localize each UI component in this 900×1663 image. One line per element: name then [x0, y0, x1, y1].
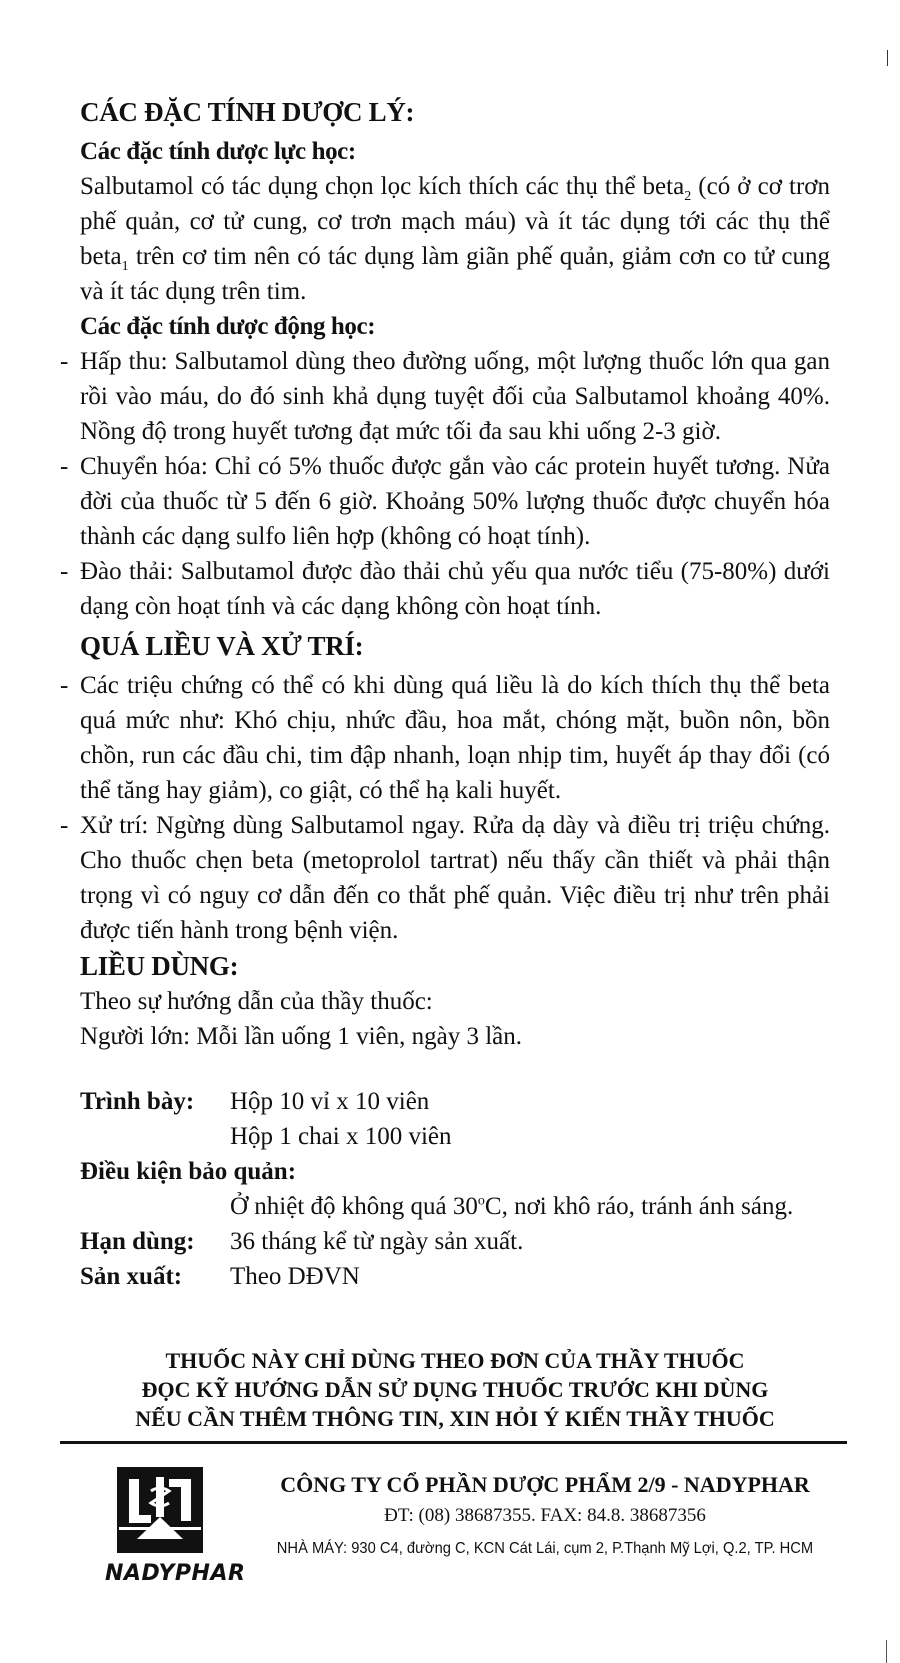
- company-contact: ĐT: (08) 38687355. FAX: 84.8. 38687356: [384, 1505, 706, 1526]
- pharmacokinetics-elimination: - Đào thải: Salbutamol được đào thải chủ yếu qua nước tiểu (75-80%) dưới dạng còn hoạt tính và các dạng không còn hoạt tính.: [80, 554, 830, 624]
- pharmacology-heading: CÁC ĐẶC TÍNH DƯỢC LÝ:: [80, 97, 415, 127]
- presentation-label: Trình bày:: [80, 1088, 195, 1115]
- company-logo: [105, 1465, 246, 1586]
- overdose-treatment: - Xử trí: Ngừng dùng Salbutamol ngay. Rửa dạ dày và điều trị triệu chứng. Cho thuốc chẹn beta (metoprolol tartrat) nếu thấy cần thiết và phải thận trọng vì có nguy cơ dẫn đến co thắt phế quản. Việc điều trị như trên phải được tiến hành trong bệnh viện.: [80, 808, 830, 948]
- company-name: CÔNG TY CỔ PHẦN DƯỢC PHẨM 2/9 - NADYPHAR: [280, 1472, 810, 1497]
- storage-value-post: C, nơi khô ráo, tránh ánh sáng.: [484, 1193, 794, 1220]
- warning-line-2: ĐỌC KỸ HƯỚNG DẪN SỬ DỤNG THUỐC TRƯỚC KHI DÙNG: [141, 1377, 769, 1402]
- storage-row: [80, 1154, 830, 1189]
- expiry-row: [80, 1224, 830, 1259]
- leaflet-content: [80, 90, 830, 1294]
- pharmacodynamics-text-3: trên cơ tim nên có tác dụng làm giãn phế quản, giảm cơn co tử cung và ít tác dụng trên tim.: [80, 243, 830, 305]
- expiry-label: Hạn dùng:: [80, 1228, 195, 1255]
- storage-value: [80, 1189, 830, 1224]
- presentation-row: [80, 1084, 830, 1119]
- dosage-heading: LIỀU DÙNG:: [80, 951, 239, 981]
- warning-line-1: THUỐC NÀY CHỈ DÙNG THEO ĐƠN CỦA THẦY THUỐC: [165, 1348, 745, 1373]
- pharmacodynamics-paragraph: [80, 169, 830, 309]
- standard-label: Sản xuất:: [80, 1263, 183, 1290]
- beta2-subscript: 2: [684, 189, 692, 204]
- pharmacokinetics-absorption: - Hấp thu: Salbutamol dùng theo đường uống, một lượng thuốc lớn qua gan rồi vào máu, do đó sinh khả dụng tuyệt đối của Salbutamol khoảng 40%. Nồng độ trong huyết tương đạt mức tối đa sau khi uống 2-3 giờ.: [80, 344, 830, 449]
- warning-block: [60, 1346, 850, 1433]
- pharmacokinetics-heading: Các đặc tính dược động học:: [80, 313, 376, 340]
- nadyphar-logo-icon: [115, 1465, 205, 1555]
- pharmacodynamics-text-1: Salbutamol có tác dụng chọn lọc kích thích các thụ thể beta: [80, 173, 685, 200]
- presentation-value-1: Hộp 10 vỉ x 10 viên: [230, 1088, 430, 1115]
- pharmacodynamics-text-2: (có ở cơ trơn phế quản, cơ tử cung, cơ trơn mạch máu) và ít tác dụng tới các thụ thể beta: [80, 173, 830, 270]
- storage-label: Điều kiện bảo quản:: [80, 1158, 297, 1185]
- dosage-line-2: Người lớn: Mỗi lần uống 1 viên, ngày 3 lần.: [80, 1023, 523, 1050]
- scan-margin-mark: [887, 50, 888, 66]
- scan-edge-mark: [886, 1640, 887, 1663]
- overdose-symptoms: - Các triệu chứng có thể có khi dùng quá liều là do kích thích thụ thể beta quá mức như: Khó chịu, nhức đầu, hoa mắt, chóng mặt, buồn nôn, bồn chồn, run các đầu chi, tim đập nhanh, loạn nhịp tim, huyết áp thay đổi (có thể tăng hay giảm), co giật, có thể hạ kali huyết.: [80, 668, 830, 808]
- company-address: NHÀ MÁY: 930 C4, đường C, KCN Cát Lái, cụm 2, P.Thạnh Mỹ Lợi, Q.2, TP. HCM: [276, 1540, 814, 1557]
- degree-superscript: o: [477, 1193, 485, 1209]
- pharmacokinetics-metabolism: - Chuyển hóa: Chỉ có 5% thuốc được gắn vào các protein huyết tương. Nửa đời của thuốc từ 5 đến 6 giờ. Khoảng 50% lượng thuốc được chuyển hóa thành các dạng sulfo liên hợp (không có hoạt tính).: [80, 449, 830, 554]
- spacer: [80, 1054, 830, 1084]
- storage-value-pre: Ở nhiệt độ không quá 30: [230, 1193, 478, 1220]
- warning-line-3: NẾU CẦN THÊM THÔNG TIN, XIN HỎI Ý KIẾN THẦY THUỐC: [135, 1406, 775, 1431]
- manufacturer-info: [240, 1470, 850, 1566]
- beta1-subscript: 1: [121, 259, 129, 274]
- standard-value: Theo DĐVN: [230, 1263, 360, 1290]
- logo-wordmark: NADYPHAR: [105, 1561, 246, 1586]
- dosage-line-1: Theo sự hướng dẫn của thầy thuốc:: [80, 988, 433, 1015]
- divider-rule: [60, 1441, 847, 1444]
- standard-row: [80, 1259, 830, 1294]
- overdose-heading: QUÁ LIỀU VÀ XỬ TRÍ:: [80, 631, 364, 661]
- expiry-value: 36 tháng kể từ ngày sản xuất.: [230, 1228, 524, 1255]
- pharmacodynamics-heading: Các đặc tính dược lực học:: [80, 138, 356, 165]
- presentation-value-2: Hộp 1 chai x 100 viên: [230, 1123, 452, 1150]
